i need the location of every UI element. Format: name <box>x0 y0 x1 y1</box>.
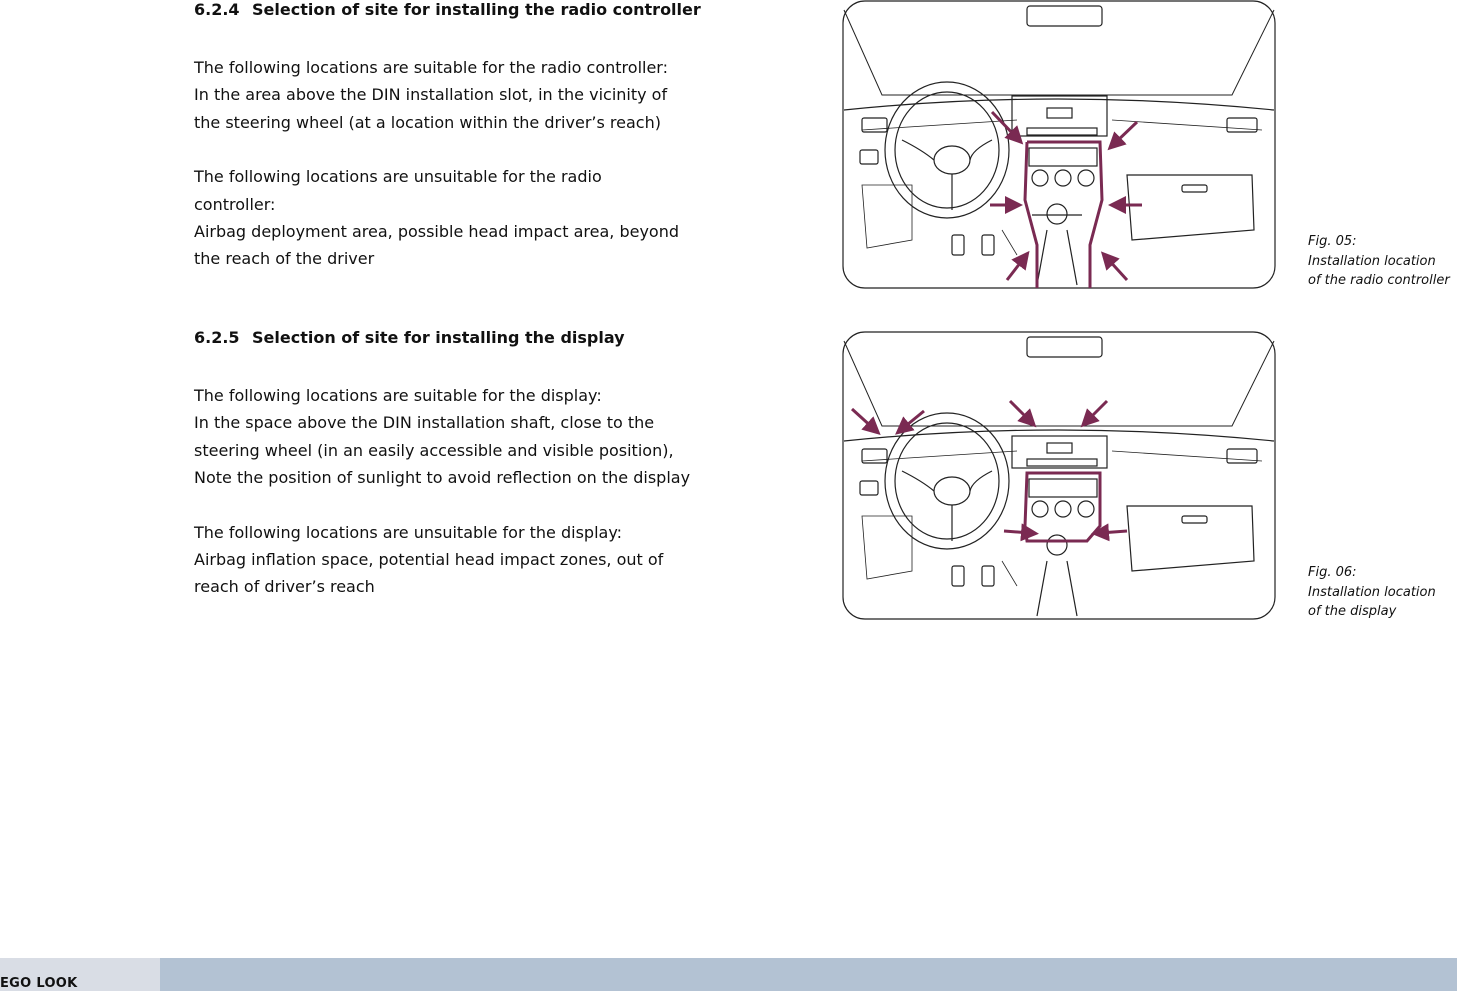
unsuitable-intro: controller: <box>194 194 276 214</box>
dashboard-illustration <box>842 331 1276 621</box>
suitable-intro: The following locations are suitable for the radio controller: <box>194 58 668 77</box>
page-footer <box>0 958 1457 991</box>
suitable-line: In the area above the DIN installation slot, in the vicinity of <box>194 85 668 105</box>
suitable-intro: The following locations are suitable for the display: <box>194 386 602 405</box>
dashboard-illustration <box>842 0 1276 290</box>
section-display <box>194 328 754 601</box>
footer-bar <box>160 958 1457 991</box>
section-number: 6.2.5 <box>194 328 240 347</box>
section-title: Selection of site for installing the radio controller <box>252 0 701 19</box>
unsuitable-line: Airbag inflation space, potential head impact zones, out of <box>194 550 664 570</box>
figure-display <box>842 331 1276 621</box>
unsuitable-line: Airbag deployment area, possible head impact area, beyond <box>194 222 679 242</box>
section-heading <box>194 0 754 20</box>
caption-line: Installation location <box>1308 253 1436 269</box>
unsuitable-intro: The following locations are unsuitable for the display: <box>194 522 623 542</box>
suitable-line: steering wheel (in an easily accessible and visible position), <box>194 440 674 460</box>
section-radio-controller <box>194 0 754 273</box>
caption-line: of the display <box>1308 604 1397 619</box>
unsuitable-intro: The following locations are unsuitable for the radio <box>194 167 602 187</box>
suitable-line: In the space above the DIN installation shaft, close to the <box>194 413 655 433</box>
caption-line: Installation location <box>1308 584 1436 600</box>
figure-caption <box>1308 232 1450 291</box>
caption-line: Fig. 05: <box>1308 234 1357 249</box>
suitable-line: the steering wheel (at a location within the driver’s reach) <box>194 112 661 132</box>
unsuitable-line: reach of driver’s reach <box>194 577 375 597</box>
figure-caption <box>1308 563 1436 622</box>
caption-line: Fig. 06: <box>1308 565 1357 580</box>
section-number: 6.2.4 <box>194 0 240 19</box>
section-title: Selection of site for installing the display <box>252 328 625 347</box>
brand-label: EGO LOOK <box>0 976 78 991</box>
unsuitable-line: the reach of the driver <box>194 249 375 269</box>
suitable-line: Note the position of sunlight to avoid reflection on the display <box>194 468 691 488</box>
figure-radio-controller <box>842 0 1276 290</box>
caption-line: of the radio controller <box>1308 273 1450 288</box>
section-heading <box>194 328 754 348</box>
